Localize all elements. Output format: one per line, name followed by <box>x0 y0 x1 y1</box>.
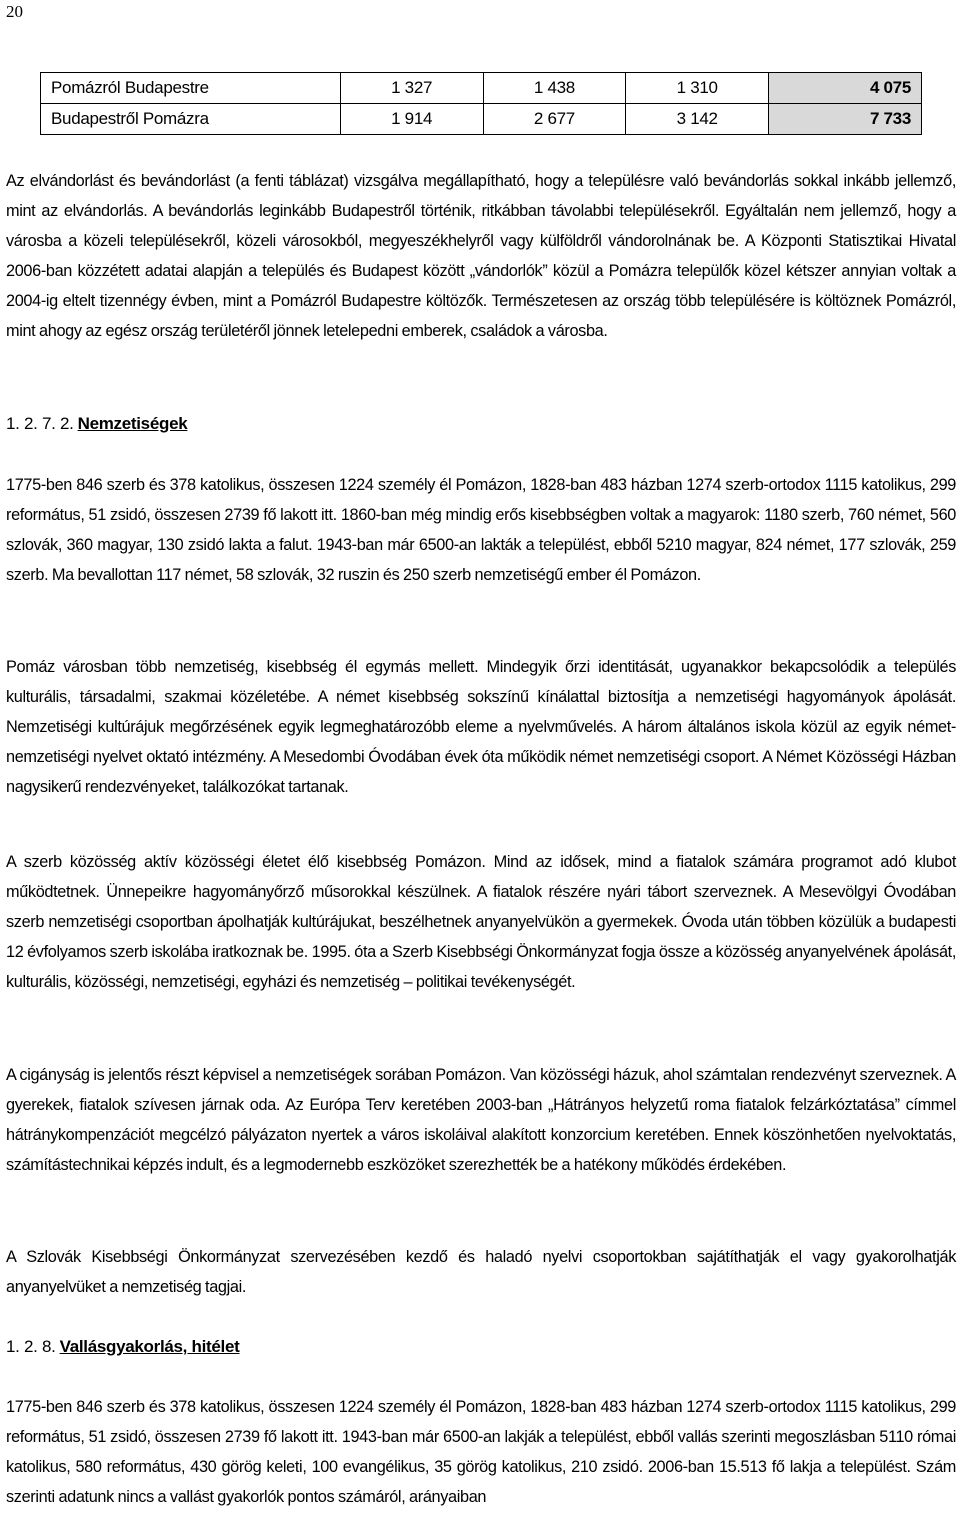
paragraph-population-history: 1775-ben 846 szerb és 378 katolikus, összesen 1224 személy él Pomázon, 1828-ban 483 házban 1274 szerb-ortodox 1115 katolikus, 299 református, 51 zsidó, összesen 2739 fő lakott itt. 1860-ban még mindig erős kisebbségben voltak a magyarok: 1180 szerb, 760 német, 560 szlovák, 360 magyar, 130 zsidó lakta a falut. 1943-ban már 6500-an lakták a települést, ebből 5210 magyar, 824 német, 177 szlovák, 259 szerb. Ma bevallottan 117 német, 58 szlovák, 32 ruszin és 250 szerb nemzetiségű ember él Pomázon. <box>6 476 956 584</box>
total-cell: 7 733 <box>769 104 922 135</box>
total-cell: 4 075 <box>769 73 922 104</box>
section-heading-religion <box>6 1332 240 1362</box>
section-heading-nationalities <box>6 409 187 439</box>
section-number: 1. 2. 8. <box>6 1337 56 1356</box>
table-row <box>41 104 922 135</box>
table-cell: 2 677 <box>483 104 626 135</box>
paragraph-minorities: Pomáz városban több nemzetiség, kisebbség él egymás mellett. Mindegyik őrzi identitását, ugyanakkor bekapcsolódik a település kulturális, társadalmi, szakmai közéletébe. A német kisebbség sokszínű kínálattal biztosítja a nemzetiségi hagyományok ápolását. Nemzetiségi kultúrájuk megőrzésének egyik legmeghatározóbb eleme a nyelvművelés. A három általános iskola közül az egyik német-nemzetiségi nyelvet oktató intézmény. A Mesedombi Óvodában évek óta működik német nemzetiségi csoport. A Német Közösségi Házban nagysikerű rendezvényeket, találkozókat tartanak. <box>6 658 956 796</box>
table-cell: 1 327 <box>340 73 483 104</box>
paragraph-religion: 1775-ben 846 szerb és 378 katolikus, összesen 1224 személy él Pomázon, 1828-ban 483 házban 1274 szerb-ortodox 1115 katolikus, 299 református, 51 zsidó, összesen 2739 fő lakott itt. 1943-ban már 6500-an lakják a települést, ebből vallás szerinti megoszlásban 5110 római katolikus, 580 református, 430 görög keleti, 100 evangélikus, 35 görög katolikus, 210 zsidó. 2006-ban 15.513 fő lakja a települést. Szám szerinti adatunk nincs a vallást gyakorlók pontos számáról, arányaiban <box>6 1398 956 1506</box>
section-title: Nemzetiségek <box>77 414 188 433</box>
section-title: Vallásgyakorlás, hitélet <box>59 1337 240 1356</box>
section-number: 1. 2. 7. 2. <box>6 414 74 433</box>
page-number: 20 <box>6 2 23 21</box>
paragraph-slovak-community: A Szlovák Kisebbségi Önkormányzat szervezésében kezdő és haladó nyelvi csoportokban sajátíthatják el vagy gyakorolhatják anyanyelvüket a nemzetiség tagjai. <box>6 1248 956 1296</box>
paragraph-serbian-community: A szerb közösség aktív közösségi életet élő kisebbség Pomázon. Mind az idősek, mind a fiatalok számára programot adó klubot működtetnek. Ünnepeikre hagyományőrző műsorokkal készülnek. A fiatalok részére nyári tábort szerveznek. A Mesevölgyi Óvodában szerb nemzetiségi csoportban ápolhatják kultúrájukat, beszélhetnek anyanyelvükön a gyermekek. Óvoda után többen közülük a budapesti 12 évfolyamos szerb iskolába iratkoznak be. 1995. óta a Szerb Kisebbségi Önkormányzat fogja össze a közösség anyanyelvének ápolását, kulturális, közösségi, nemzetiségi, egyházi és nemzetiség – politikai tevékenységét. <box>6 853 956 991</box>
table-row <box>41 73 922 104</box>
paragraph-migration: Az elvándorlást és bevándorlást (a fenti táblázat) vizsgálva megállapítható, hogy a településre való bevándorlás sokkal inkább jellemző, mint az elvándorlás. A bevándorlás leginkább Budapestről történik, ritkábban távolabbi településekről. Egyáltalán nem jellemző, hogy a városba a közeli településekről, közeli városokból, megyeszékhelyről vagy külföldről vándorolnának be. A Központi Statisztikai Hivatal 2006-ban közzétett adatai alapján a település és Budapest között „vándorlók” közül a Pomázra települők közel kétszer annyian voltak a 2004-ig eltelt tizennégy évben, mint a Pomázról Budapestre költözők. Természetesen az ország több településére is költöznek Pomázról, mint ahogy az egész ország területéről jönnek letelepedni emberek, családok a városba. <box>6 172 956 340</box>
table-cell: 1 914 <box>340 104 483 135</box>
table-cell: 3 142 <box>626 104 769 135</box>
paragraph-roma-community: A cigányság is jelentős részt képvisel a nemzetiségek sorában Pomázon. Van közösségi házuk, ahol számtalan rendezvényt szerveznek. A gyerekek, fiatalok szívesen járnak oda. Az Európa Terv keretében 2003-ban „Hátrányos helyzetű roma fiatalok felzárkóztatása” címmel hátránykompenzációt megcélzó pályázaton nyertek a város iskoláival alakított konzorcium keretében. Ennek köszönhetően nyelvoktatás, számítástechnikai képzés indult, és a legmodernebb eszközöket szerezhették be a hatékony működés érdekében. <box>6 1066 956 1174</box>
row-label: Pomázról Budapestre <box>41 73 341 104</box>
table-cell: 1 310 <box>626 73 769 104</box>
row-label: Budapestről Pomázra <box>41 104 341 135</box>
migration-table <box>40 72 922 135</box>
table-cell: 1 438 <box>483 73 626 104</box>
